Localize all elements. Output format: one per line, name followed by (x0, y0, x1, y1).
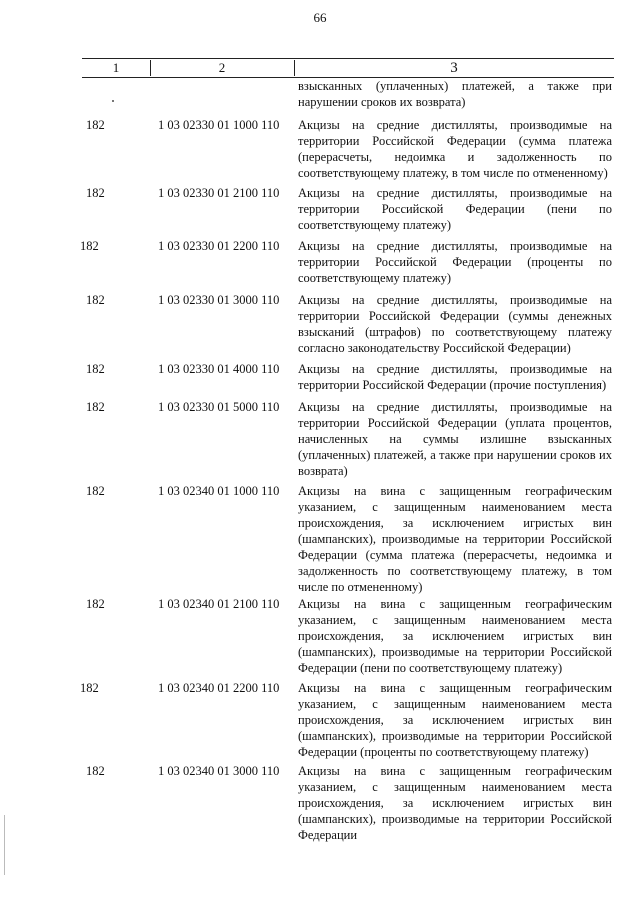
admin-code: 182 (86, 484, 105, 498)
budget-code: 1 03 02340 01 2200 110 (158, 681, 280, 695)
admin-code: 182 (86, 400, 105, 414)
row-description: взысканных (уплаченных) платежей, а также при нарушении сроков их возврата) (298, 79, 612, 109)
row-description: Акцизы на вина с защищенным географическим указанием, с защищенным наименованием места происхождения, за исключением игристых вин (шампанских), производимые на территории Российской Федерации (298, 764, 612, 842)
budget-code: 1 03 02330 01 5000 110 (158, 400, 280, 414)
row-description: Акцизы на вина с защищенным географическим указанием, с защищенным наименованием места происхождения, за исключением игристых вин (шампанских), производимые на территории Российской Федерации (проценты по соответствующему платежу) (298, 681, 612, 759)
scan-edge-line (4, 815, 5, 875)
admin-code: 182 (86, 293, 105, 307)
column-header-1: 1 (82, 60, 151, 76)
row-description: Акцизы на средние дистилляты, производимые на территории Российской Федерации (проценты по соответствующему платежу) (298, 239, 612, 285)
row-description: Акцизы на вина с защищенным географическим указанием, с защищенным наименованием места происхождения, за исключением игристых вин (шампанских), производимые на территории Российской Федерации (сумма платежа (перерасчеты, недоимка и задолженность по соответствующему платежу, в том числе по отмененному) (298, 484, 612, 594)
admin-code: 182 (86, 186, 105, 200)
admin-code: 182 (80, 681, 99, 695)
budget-code: 1 03 02330 01 1000 110 (158, 118, 280, 132)
row-description: Акцизы на средние дистилляты, производимые на территории Российской Федерации (прочие поступления) (298, 362, 612, 392)
admin-code: 182 (86, 362, 105, 376)
table-header (82, 58, 614, 78)
page-number: 66 (313, 10, 327, 25)
budget-code: 1 03 02340 01 1000 110 (158, 484, 280, 498)
row-description: Акцизы на вина с защищенным географическим указанием, с защищенным наименованием места происхождения, за исключением игристых вин (шампанских), производимые на территории Российской Федерации (пени по соответствующему платежу) (298, 597, 612, 675)
budget-code: 1 03 02330 01 2200 110 (158, 239, 280, 253)
budget-code: 1 03 02330 01 2100 110 (158, 186, 280, 200)
budget-code: 1 03 02340 01 2100 110 (158, 597, 280, 611)
admin-code: 182 (80, 239, 99, 253)
row-description: Акцизы на средние дистилляты, производимые на территории Российской Федерации (пени по соответствующему платежу) (298, 186, 612, 232)
row-description: Акцизы на средние дистилляты, производимые на территории Российской Федерации (уплата процентов, начисленных на суммы излишне взысканных (уплаченных) платежей, а также при нарушении сроков их возврата) (298, 400, 612, 478)
admin-code: 182 (86, 597, 105, 611)
row-description: Акцизы на средние дистилляты, производимые на территории Российской Федерации (суммы денежных взысканий (штрафов) по соответствующему платежу согласно законодательству Российской Федерации) (298, 293, 612, 355)
row-description: Акцизы на средние дистилляты, производимые на территории Российской Федерации (сумма платежа (перерасчеты, недоимка и задолженность по соответствующему платежу, в том числе по отмененному) (298, 118, 612, 180)
admin-code: 182 (86, 118, 105, 132)
column-header-2: 2 (150, 60, 295, 76)
budget-code: 1 03 02330 01 4000 110 (158, 362, 280, 376)
admin-code: 182 (86, 764, 105, 778)
scan-speck (112, 100, 114, 102)
column-header-3: 3 (450, 60, 458, 76)
budget-code: 1 03 02330 01 3000 110 (158, 293, 280, 307)
budget-code: 1 03 02340 01 3000 110 (158, 764, 280, 778)
